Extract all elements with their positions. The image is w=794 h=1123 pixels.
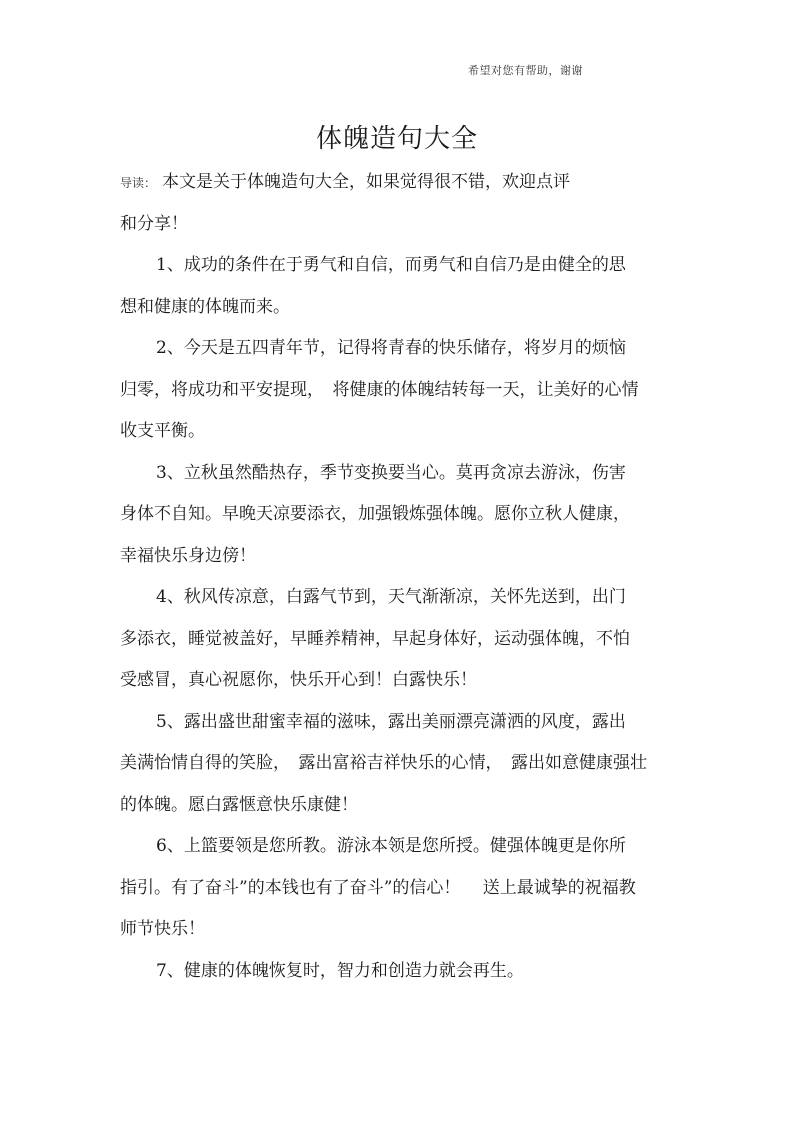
page-title: 体魄造句大全: [315, 124, 478, 154]
sentence-line: 师节快乐！: [120, 919, 205, 939]
sentence-line: 2、今天是五四青年节，记得将青春的快乐储存，将岁月的烦恼: [156, 338, 626, 358]
intro-text: 本文是关于体魄造句大全，如果觉得很不错，欢迎点评: [162, 172, 571, 192]
sentence-line: 的体魄。愿白露惬意快乐康健！: [120, 794, 358, 815]
sentence-item-7: [120, 951, 680, 993]
sentence-line: 收支平衡。: [120, 421, 205, 441]
header-note: 希望对您有帮助，谢谢: [468, 64, 583, 77]
sentence-line: 美满怡情自得的笑脸， 露出富裕吉祥快乐的心情， 露出如意健康强壮: [120, 753, 647, 773]
sentence-item-1: [120, 245, 680, 328]
sentence-item-4: [120, 577, 680, 702]
sentence-line: 4、秋风传凉意，白露气节到，天气渐渐凉，关怀先送到，出门: [156, 587, 626, 607]
sentence-line: 多添衣，睡觉被盖好，早睡养精神，早起身体好，运动强体魄，不怕: [120, 628, 630, 649]
intro-line: [120, 162, 680, 204]
sentence-item-6: [120, 826, 680, 951]
sentence-line: 7、健康的体魄恢复时，智力和创造力就会再生。: [156, 960, 524, 981]
sentence-line: 6、上篮要领是您所教。游泳本领是您所授。健强体魄更是你所: [156, 836, 626, 856]
sentence-line: 想和健康的体魄而来。: [120, 296, 290, 317]
sentence-line: 身体不自知。早晚天凉要添衣，加强锻炼强体魄。愿你立秋人健康，: [120, 504, 630, 524]
sentence-line: 归零，将成功和平安提现， 将健康的体魄结转每一天，让美好的心情: [120, 379, 639, 400]
sentence-line: 幸福快乐身边傍！: [120, 545, 256, 566]
intro-line: 和分享！: [120, 213, 188, 234]
sentence-line: 指引。有了奋斗”的本钱也有了奋斗”的信心！ 送上最诚挚的祝福教: [120, 877, 636, 898]
sentence-item-5: [120, 702, 680, 827]
sentence-item-3: [120, 453, 680, 578]
sentence-line: 1、成功的条件在于勇气和自信，而勇气和自信乃是由健全的思: [156, 255, 626, 275]
document-body: [120, 162, 680, 992]
sentence-line: 3、立秋虽然酷热存，季节变换要当心。莫再贪凉去游泳，伤害: [156, 462, 626, 483]
intro-label: 导读：: [120, 176, 157, 190]
sentence-line: 5、露出盛世甜蜜幸福的滋味，露出美丽漂亮潇洒的风度，露出: [156, 711, 626, 732]
sentence-line: 受感冒，真心祝愿你，快乐开心到！白露快乐！: [120, 670, 477, 690]
sentence-item-2: [120, 328, 680, 453]
